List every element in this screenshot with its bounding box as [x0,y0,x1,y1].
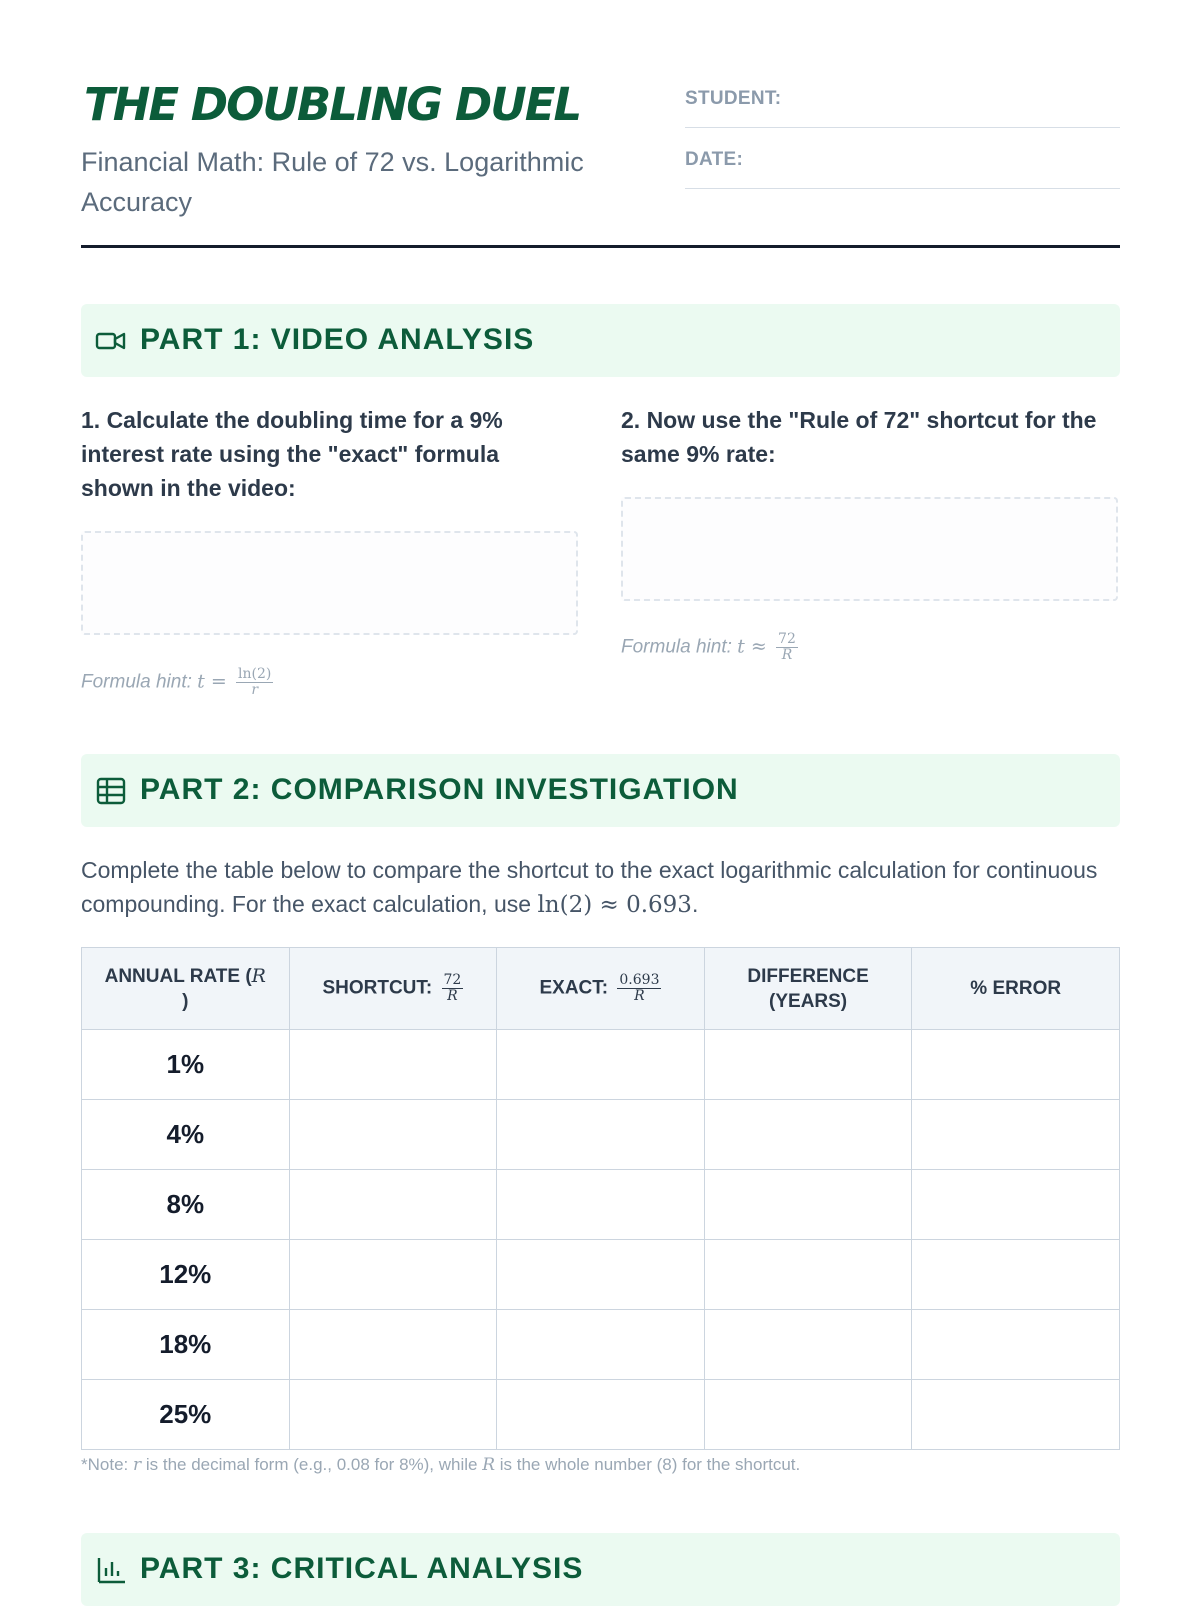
note-prefix: *Note: [81,1455,133,1474]
table-row [82,1170,1120,1240]
error-cell[interactable] [912,1170,1120,1240]
question-2-answer-box[interactable] [621,497,1118,601]
shortcut-cell[interactable] [289,1030,497,1100]
hint-denominator: r [251,682,259,698]
shortcut-cell[interactable] [289,1380,497,1450]
date-field[interactable] [685,147,1120,189]
rate-cell: 8% [82,1170,290,1240]
part1-section-header [81,304,1120,377]
part2-instructions [81,853,1120,922]
header-difference: DIFFERENCE (YEARS) [704,948,912,1030]
rate-cell: 12% [82,1240,290,1310]
difference-cell[interactable] [704,1170,912,1240]
header-exact-denominator: R [634,988,645,1004]
header-shortcut-label: SHORTCUT: [322,977,438,999]
shortcut-cell[interactable] [289,1170,497,1240]
hint-equation-lhs: t ≈ [737,635,767,658]
header-exact [497,948,705,1030]
table-row [82,1240,1120,1310]
shortcut-cell[interactable] [289,1240,497,1310]
hint-fraction [236,667,273,698]
exact-cell[interactable] [497,1240,705,1310]
rate-cell: 18% [82,1310,290,1380]
table-footnote [81,1455,800,1475]
note-variable-R: R [482,1455,496,1475]
error-cell[interactable] [912,1310,1120,1380]
shortcut-cell[interactable] [289,1310,497,1380]
instructions-text: Complete the table below to compare the shortcut to the exact logarithmic calculation for continuous compounding. For the exact calculation, use [81,857,1098,917]
error-cell[interactable] [912,1100,1120,1170]
exact-cell[interactable] [497,1380,705,1450]
header-divider [81,245,1120,248]
hint-fraction [776,632,798,663]
exact-cell[interactable] [497,1030,705,1100]
difference-cell[interactable] [704,1100,912,1170]
table-row [82,1380,1120,1450]
video-camera-icon [95,325,127,357]
table-row [82,1310,1120,1380]
header-shortcut-fraction [442,973,464,1004]
hint-numerator: ln(2) [238,666,272,682]
question-1: 1. Calculate the doubling time for a 9% interest rate using the "exact" formula shown in the video: [81,407,503,501]
hint-denominator: R [781,647,793,663]
header-shortcut-numerator: 72 [443,972,462,988]
worksheet-page [81,0,1120,1585]
part2-title: PART 2: COMPARISON INVESTIGATION [140,773,739,806]
rate-cell: 4% [82,1100,290,1170]
student-info [685,86,1120,208]
rate-cell: 1% [82,1030,290,1100]
student-field[interactable] [685,86,1120,128]
worksheet-subtitle: Financial Math: Rule of 72 vs. Logarithmic Accuracy [81,147,584,217]
table-row [82,1100,1120,1170]
question-1-hint [81,667,273,698]
rate-cell: 25% [82,1380,290,1450]
hint-label: Formula hint: [621,636,738,658]
instructions-math: ln(2) ≈ 0.693 [537,892,692,918]
part2-section-header [81,754,1120,827]
header-shortcut [289,948,497,1030]
comparison-table [81,947,1120,1450]
bar-chart-icon [95,1554,127,1586]
part3-section-header [81,1533,1120,1606]
worksheet-title: THE DOUBLING DUEL [84,78,581,131]
question-2-hint [621,632,798,663]
difference-cell[interactable] [704,1030,912,1100]
worksheet-header [81,0,1120,250]
student-label: STUDENT: [685,88,782,109]
table-row [82,1030,1120,1100]
note-variable-r: r [132,1455,142,1475]
table-header-row [82,948,1120,1030]
question-2: 2. Now use the "Rule of 72" shortcut for the same 9% rate: [621,407,1097,467]
header-rate-close: ) [182,990,189,1012]
error-cell[interactable] [912,1030,1120,1100]
difference-cell[interactable] [704,1380,912,1450]
header-shortcut-denominator: R [447,988,458,1004]
hint-equation-lhs: t = [197,670,227,693]
difference-cell[interactable] [704,1310,912,1380]
exact-cell[interactable] [497,1310,705,1380]
header-exact-fraction [617,973,661,1004]
header-exact-label: EXACT: [539,977,614,999]
header-rate-label: ANNUAL RATE ( [104,965,252,987]
instructions-end: . [691,891,699,917]
header-percent-error: % ERROR [912,948,1120,1030]
difference-cell[interactable] [704,1240,912,1310]
header-exact-numerator: 0.693 [619,972,660,988]
error-cell[interactable] [912,1240,1120,1310]
header-annual-rate [82,948,290,1030]
header-rate-variable: R [251,964,266,987]
note-suffix: is the whole number (8) for the shortcut. [495,1455,801,1474]
shortcut-cell[interactable] [289,1100,497,1170]
part3-title: PART 3: CRITICAL ANALYSIS [140,1552,584,1585]
error-cell[interactable] [912,1380,1120,1450]
hint-label: Formula hint: [81,671,198,693]
table-icon [95,775,127,807]
date-label: DATE: [685,149,744,170]
exact-cell[interactable] [497,1100,705,1170]
part1-title: PART 1: VIDEO ANALYSIS [140,323,535,356]
hint-numerator: 72 [778,631,796,647]
note-middle: is the decimal form (e.g., 0.08 for 8%), while [141,1455,483,1474]
question-1-answer-box[interactable] [81,531,578,635]
exact-cell[interactable] [497,1170,705,1240]
